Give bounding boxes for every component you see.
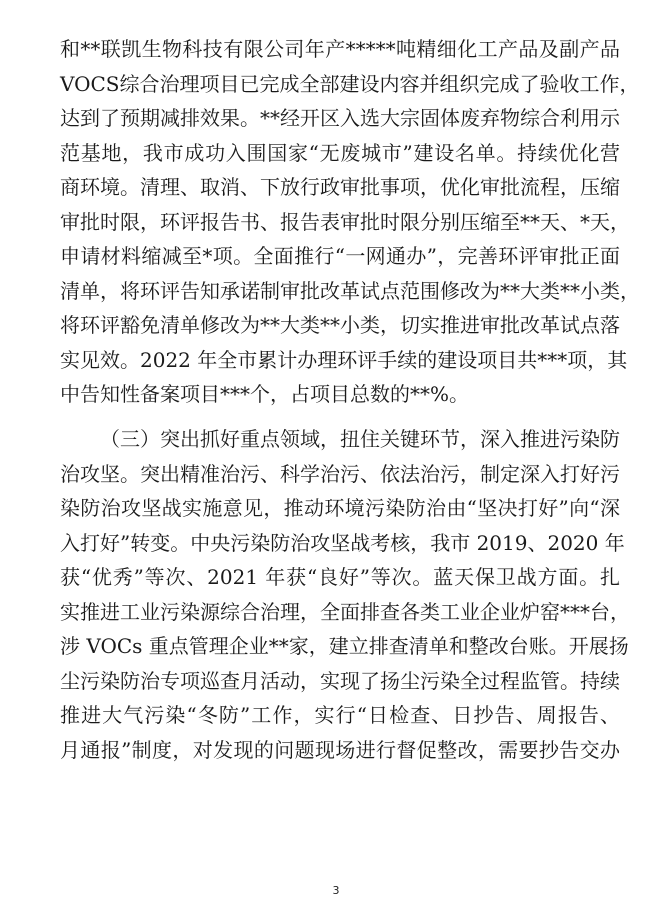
paragraph-1 [60,32,640,412]
text-line: 尘污染防治专项巡查月活动，实现了扬尘污染全过程监管。持续 [60,668,620,693]
text-line: VOCS综合治理项目已完成全部建设内容并组织完成了验收工作， [60,71,640,96]
text-line: 商环境。清理、取消、下放行政审批事项，优化审批流程，压缩 [60,175,620,199]
text-line: 清单，将环评告知承诺制审批改革试点范围修改为**大类**小类， [60,278,640,303]
text-line: 中告知性备案项目***个，占项目总数的**%。 [60,382,470,406]
text-line: 获“优秀”等次、2021 年获“良好”等次。蓝天保卫战方面。扎 [60,565,620,589]
text-line: 将环评豁免清单修改为**大类**小类，切实推进审批改革试点落 [60,313,620,337]
text-line: 月通报”制度，对发现的问题现场进行督促整改，需要抄告交办 [60,737,620,762]
text-line: 实推进工业污染源综合治理，全面排查各类工业企业炉窑***台， [60,599,630,624]
text-line: 入打好”转变。中央污染防治攻坚战考核，我市 2019、2020 年 [60,530,625,555]
text-line: 涉 VOCs 重点管理企业**家，建立排查清单和整改台账。开展扬 [60,634,629,658]
text-line: 范基地，我市成功入围国家“无废城市”建设名单。持续优化营 [60,140,620,165]
text-line: 审批时限，环评报告书、报告表审批时限分别压缩至**天、*天， [60,209,630,234]
page-number: 3 [332,884,340,897]
text-line: 染防治攻坚战实施意见，推动环境污染防治由“坚决打好”向“深 [60,496,620,520]
text-line: 实见效。2022 年全市累计办理环评手续的建设项目共***项，其 [60,347,628,372]
section-heading-line: （三）突出抓好重点领域，扭住关键环节，深入推进污染防 [100,427,620,451]
paragraph-2 [60,422,630,767]
text-line: 推进大气污染“冬防”工作，实行“日检查、日抄告、周报告、 [60,703,620,727]
text-line: 申请材料缩减至*项。全面推行“一网通办”，完善环评审批正面 [60,244,620,268]
text-line: 达到了预期减排效果。**经开区入选大宗固体废弃物综合利用示 [60,106,620,130]
text-line: 和**联凯生物科技有限公司年产*****吨精细化工产品及副产品 [60,37,620,61]
text-line: 治攻坚。突出精准治污、科学治污、依法治污，制定深入打好污 [60,461,620,486]
